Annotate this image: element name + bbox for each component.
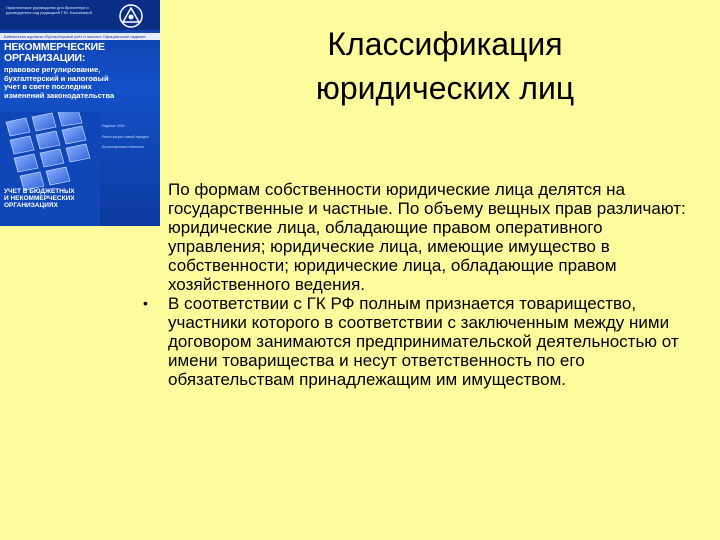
cover-subtitle-line: изменений законодательства — [4, 90, 115, 100]
slide-body — [143, 180, 703, 389]
cover-title-line: ОРГАНИЗАЦИИ: — [4, 52, 86, 64]
cover-subtitle-line: бухгалтерский и налоговый — [4, 73, 109, 83]
cover-side-note: Издание 2004 — [102, 124, 125, 128]
cover-side-note: Бухгалтерская отчетность — [102, 145, 145, 149]
book-cover-image — [0, 0, 160, 226]
cover-bottom-line: ОРГАНИЗАЦИЯХ — [4, 202, 58, 209]
cover-side-notes — [102, 124, 156, 156]
cover-bottom-line: УЧЕТ В БЮДЖЕТНЫХ — [4, 188, 75, 195]
cover-subtitle — [4, 66, 160, 100]
paragraph — [143, 294, 703, 389]
cover-side-note: Регистрация: новый порядок — [102, 134, 149, 139]
slide-title-line: Классификация — [327, 26, 563, 62]
slide-title — [240, 22, 650, 110]
paragraph-text: В соответствии с ГК РФ полным признается товарищество, участники которого в соответствии с заключенным между ними договором занимаются предпринимательской деятельностью от имени товарищества и несут ответственность по его обязательствам принадлежащим им имуществом. — [168, 294, 679, 389]
cover-bottom-text — [4, 188, 94, 209]
cover-subtitle-line: правовое регулирование, — [4, 65, 101, 74]
cover-title-line: НЕКОММЕРЧЕСКИЕ — [4, 41, 105, 53]
cover-title — [4, 42, 160, 64]
paragraph — [143, 180, 703, 294]
publisher-logo-icon — [118, 4, 144, 28]
bullet-icon: • — [143, 295, 148, 311]
paragraph-text: По формам собственности юридические лица делятся на государственные и частные. По объему вещных прав различают: юридические лица, обладающие правом оперативного управления; юридические лица, имеющие имущество в собственности; юридические лица, обладающие правом хозяйственного ведения. — [168, 180, 686, 294]
cover-top-text: Практическое руководство для бухгалтера и руководителя под редакцией Г.Ю. Касьяновой — [6, 5, 92, 15]
cover-series-text: Библиотека журнала «Бухгалтерский учёт и налоги» Официальное издание — [4, 34, 146, 39]
slide-title-line: юридических лиц — [315, 70, 575, 106]
cover-subtitle-line: учет в свете последних — [4, 82, 92, 91]
cover-bottom-line: И НЕКОММЕРЧЕСКИХ — [4, 195, 75, 202]
